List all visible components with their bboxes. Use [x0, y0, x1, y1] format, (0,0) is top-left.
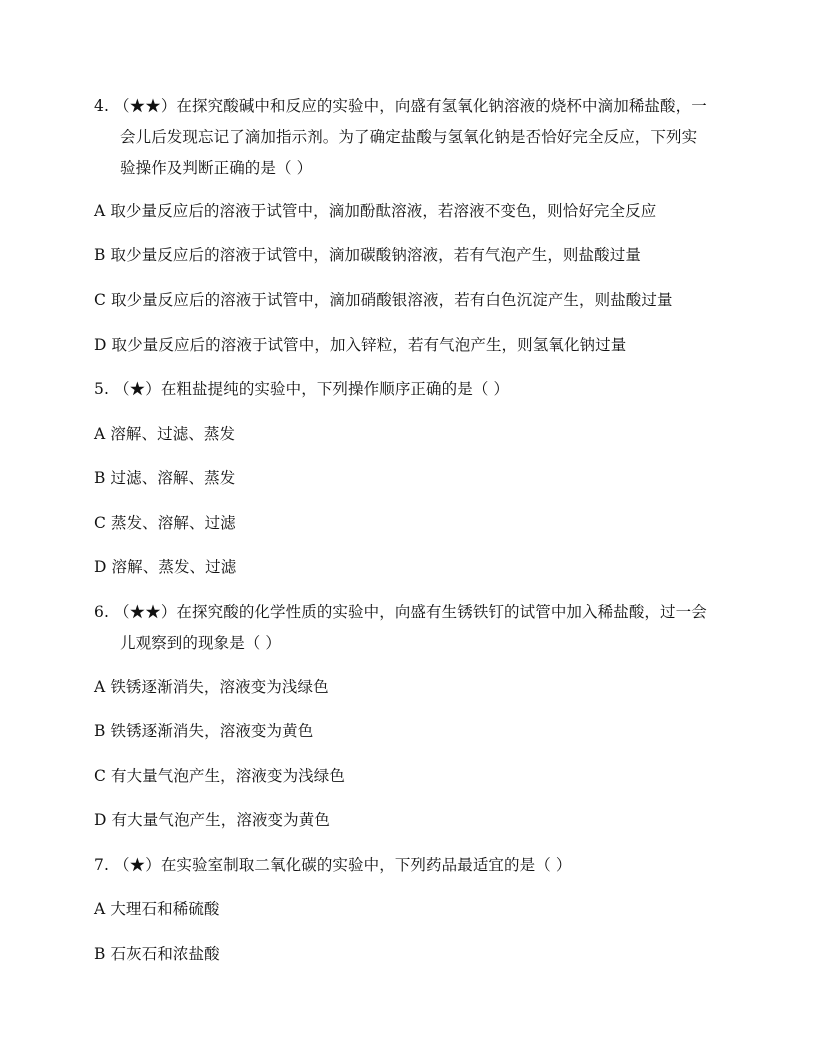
question-5-option-c: C 蒸发、溶解、过滤 — [94, 514, 236, 532]
question-6-option-a: A 铁锈逐渐消失，溶液变为浅绿色 — [94, 678, 329, 696]
question-7-option-a: A 大理石和稀硫酸 — [94, 900, 220, 918]
question-5-option-b: B 过滤、溶解、蒸发 — [94, 469, 236, 487]
question-5-option-a: A 溶解、过滤、蒸发 — [94, 425, 236, 443]
question-4-option-c: C 取少量反应后的溶液于试管中，滴加硝酸银溶液，若有白色沉淀产生，则盐酸过量 — [94, 291, 673, 309]
question-6-option-b: B 铁锈逐渐消失，溶液变为黄色 — [94, 722, 314, 740]
question-4-option-a: A 取少量反应后的溶液于试管中，滴加酚酞溶液，若溶液不变色，则恰好完全反应 — [94, 202, 657, 220]
question-7-stem-line-1: 7. （★）在实验室制取二氧化碳的实验中，下列药品最适宜的是（ ） — [94, 856, 572, 874]
question-4-option-d: D 取少量反应后的溶液于试管中，加入锌粒，若有气泡产生，则氢氧化钠过量 — [94, 336, 627, 354]
question-6-option-d: D 有大量气泡产生，溶液变为黄色 — [94, 811, 330, 829]
question-4-stem-line-3: 验操作及判断正确的是（ ） — [120, 159, 313, 177]
question-4-stem-line-1: 4. （★★）在探究酸碱中和反应的实验中，向盛有氢氧化钠溶液的烧杯中滴加稀盐酸，一 — [94, 97, 707, 115]
question-7-option-b: B 石灰石和浓盐酸 — [94, 945, 220, 963]
question-6-stem-line-1: 6. （★★）在探究酸的化学性质的实验中，向盛有生锈铁钉的试管中加入稀盐酸，过一会 — [94, 603, 707, 621]
question-5-option-d: D 溶解、蒸发、过滤 — [94, 558, 237, 576]
question-6-option-c: C 有大量气泡产生，溶液变为浅绿色 — [94, 767, 345, 785]
question-5-stem-line-1: 5. （★）在粗盐提纯的实验中，下列操作顺序正确的是（ ） — [94, 380, 510, 398]
question-4-option-b: B 取少量反应后的溶液于试管中，滴加碳酸钠溶液，若有气泡产生，则盐酸过量 — [94, 246, 641, 264]
question-6-stem-line-2: 儿观察到的现象是（ ） — [120, 634, 282, 652]
question-4-stem-line-2: 会儿后发现忘记了滴加指示剂。为了确定盐酸与氢氧化钠是否恰好完全反应，下列实 — [120, 128, 698, 146]
